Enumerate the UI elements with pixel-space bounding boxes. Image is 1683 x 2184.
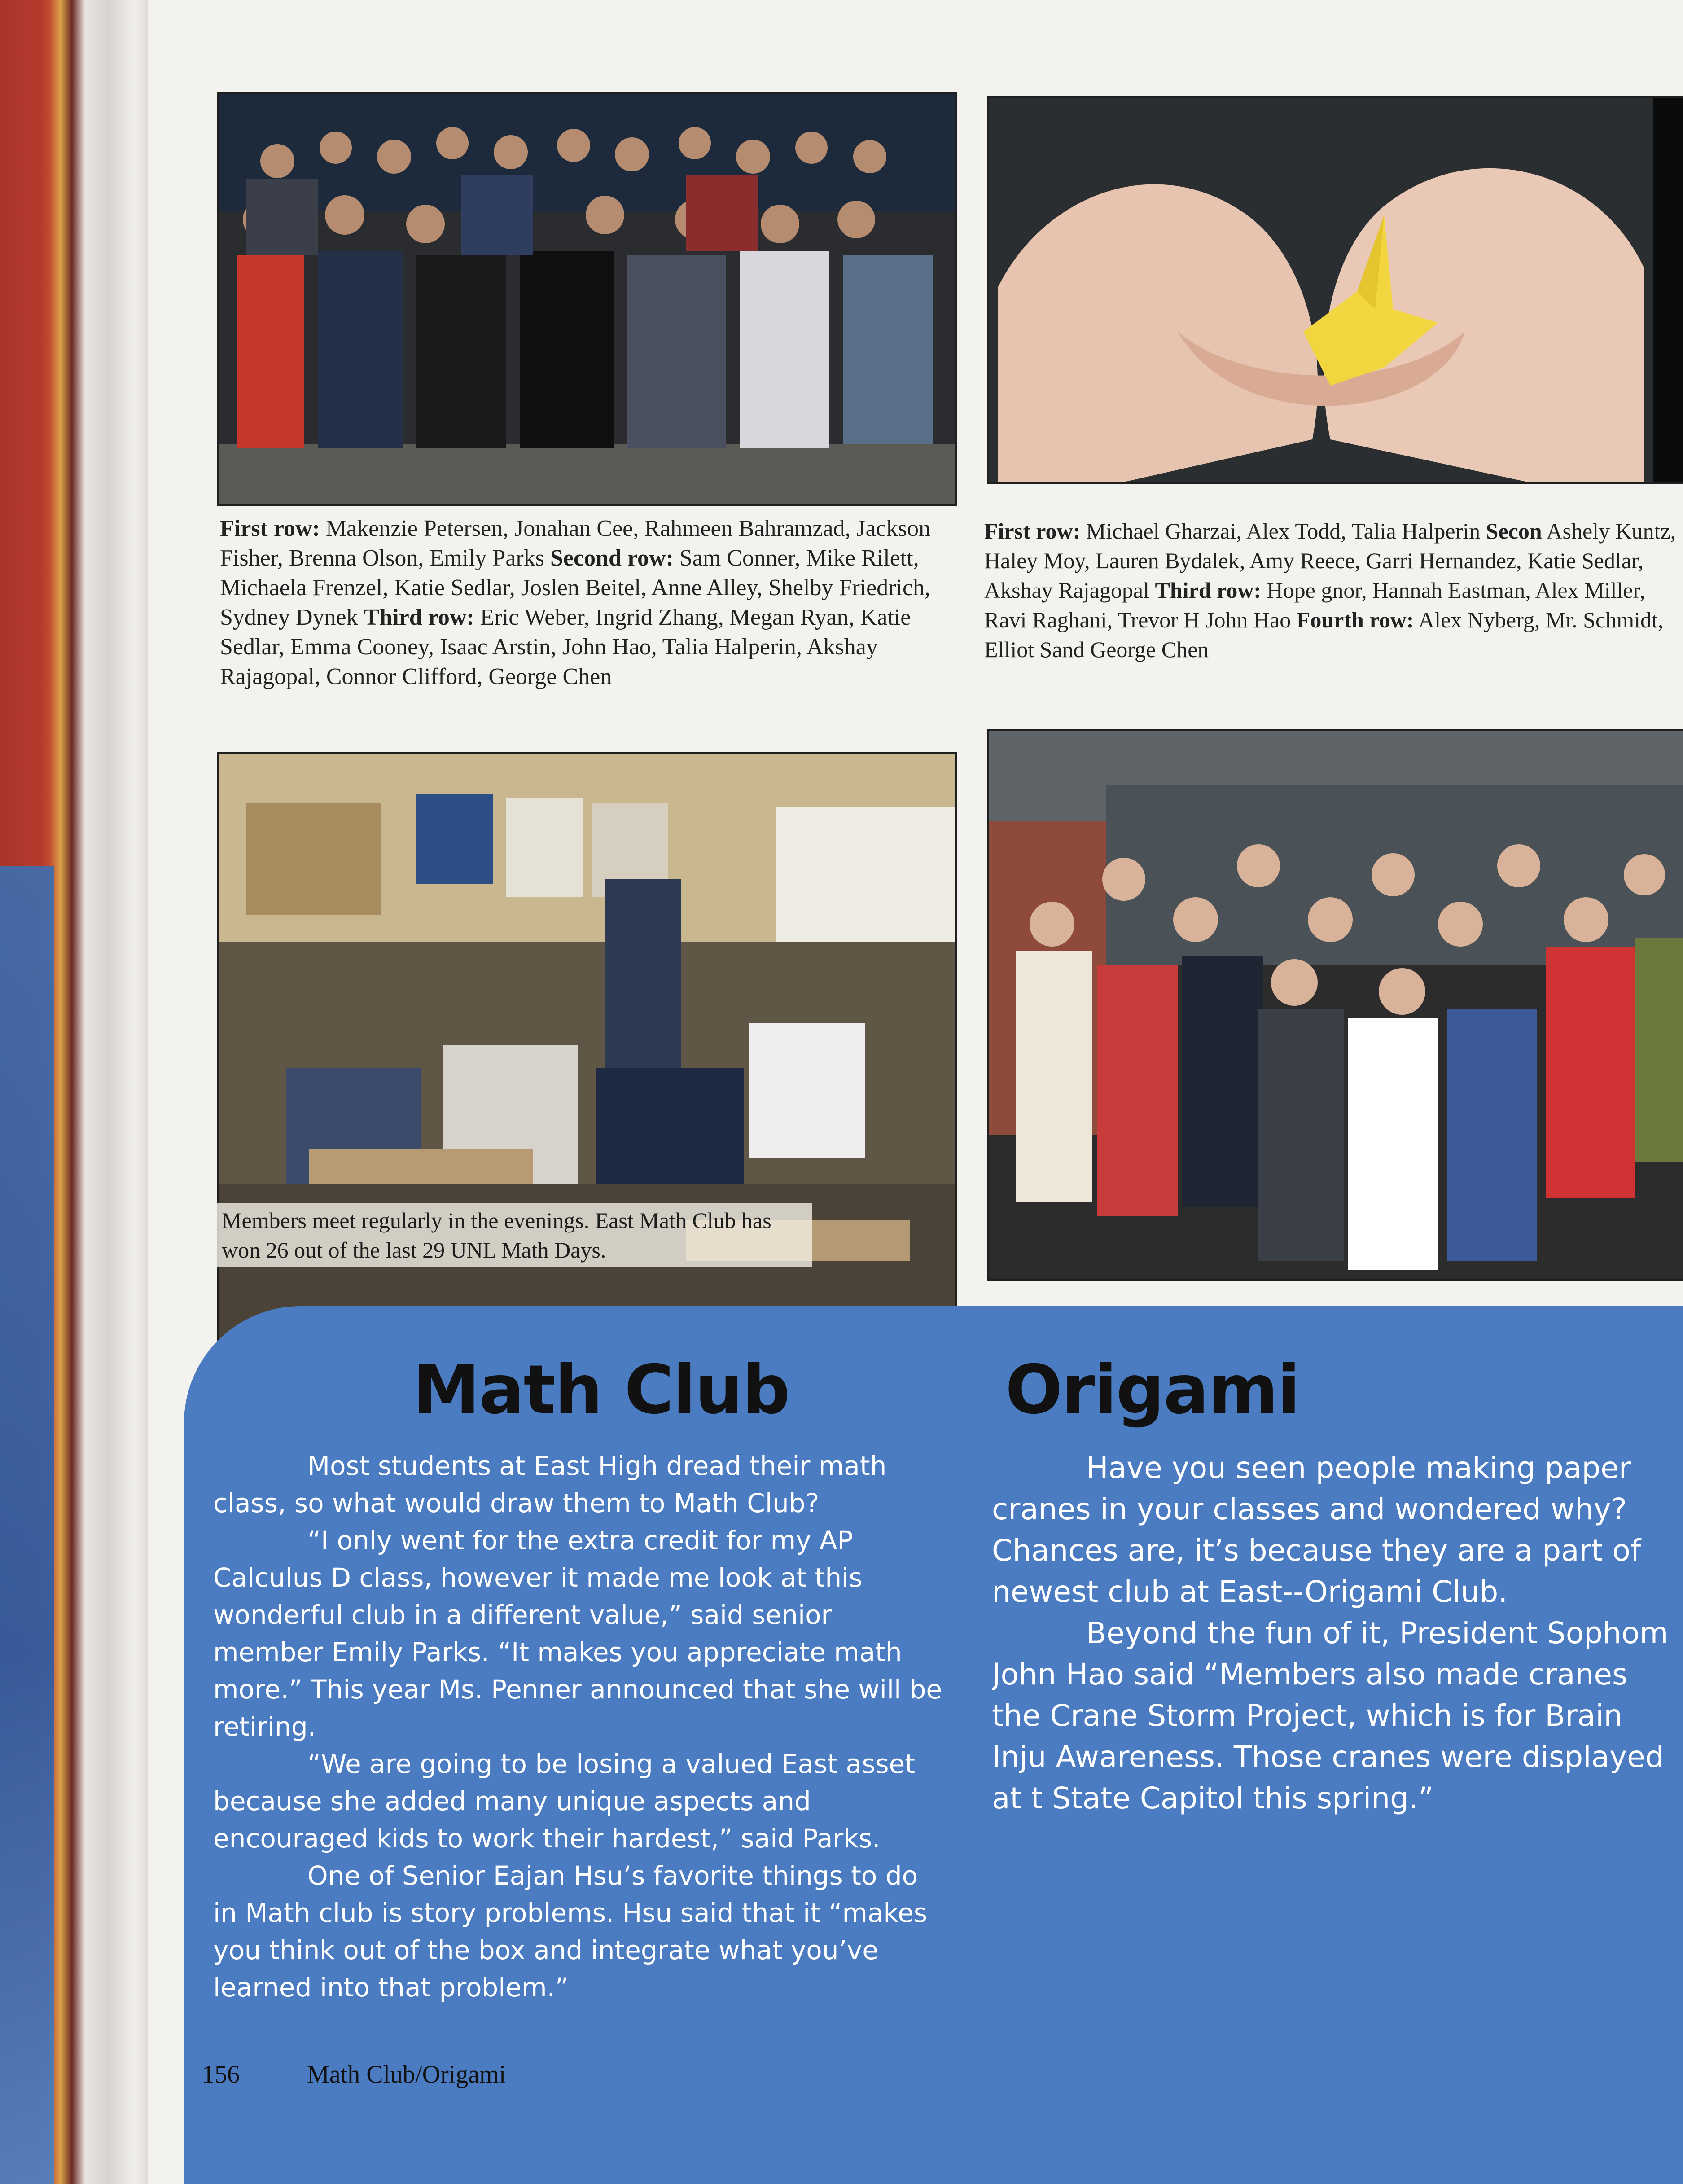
first-row-label: First row: (220, 516, 320, 541)
origami-group-caption (984, 516, 1683, 705)
math-club-paragraph: Most students at East High dread their math class, so what would draw them to Math Club? (213, 1451, 887, 1518)
section-name: Math Club/Origami (307, 2061, 506, 2088)
classroom-caption: Members meet regularly in the evenings. East Math Club has won 26 out of the last 29 UNL Math Days. (217, 1203, 812, 1267)
third-row-label: Third row: (364, 605, 474, 630)
second-row-label: Secon (1486, 518, 1542, 544)
origami-paragraph: Have you seen people making paper cranes in your classes and wondered why? Chances are, it’s because they are a part of newest club at East--Origami Club. (992, 1451, 1641, 1609)
third-row-names: Eric Weber, Ingrid Zhang, Megan Ryan, Katie Sedlar, Emma Cooney, Isaac Arstin, John Hao, Talia Halperin, Akshay Rajagopal, Connor Clifford, George Chen (220, 605, 911, 689)
math-club-group-caption (220, 514, 951, 692)
fourth-row-names: Alex Nyberg, Mr. Schmidt, Elliot Sand George Chen (984, 607, 1664, 662)
binding-blue-edge (0, 866, 54, 2184)
origami-article (992, 1447, 1683, 1878)
page-number: 156 (202, 2061, 240, 2088)
second-row-names: Ashely Kuntz, Haley Moy, Lauren Bydalek, Amy Reece, Garri Hernandez, Katie Sedlar, Akshay Rajagopal (984, 518, 1676, 603)
page-folio (202, 2060, 506, 2089)
origami-crane-photo (987, 96, 1683, 484)
origami-heading: Origami (1005, 1351, 1300, 1429)
origami-club-group-photo (987, 729, 1683, 1281)
math-club-group-photo (217, 92, 957, 506)
math-club-paragraph: “I only went for the extra credit for my AP Calculus D class, however it made me look at this wonderful club in a different value,” said senior member Emily Parks. “It makes you appreciate math more.” This year Ms. Penner announced that she will be retiring. (213, 1525, 942, 1742)
math-club-paragraph: “We are going to be losing a valued East asset because she added many unique aspects and encouraged kids to work their hardest,” said Parks. (213, 1749, 915, 1854)
first-row-names: Makenzie Petersen, Jonahan Cee, Rahmeen Bahramzad, Jackson Fisher, Brenna Olson, Emily Parks (220, 516, 931, 571)
third-row-names: Hope gnor, Hannah Eastman, Alex Miller, Ravi Raghani, Trevor H John Hao (984, 578, 1645, 632)
origami-paragraph: Beyond the fun of it, President Sophom John Hao said “Members also made cranes the Crane Storm Project, which is for Brain Inju Awareness. Those cranes were displayed at t State Capitol this spring.” (992, 1616, 1669, 1816)
first-row-label: First row: (984, 518, 1081, 544)
first-row-names: Michael Gharzai, Alex Todd, Talia Halperin (1080, 518, 1486, 544)
math-club-paragraph: One of Senior Eajan Hsu’s favorite things to do in Math club is story problems. Hsu said that it “makes you think out of the box and integrate what you’ve learned into that problem.” (213, 1860, 927, 2003)
second-row-label: Second row: (550, 545, 674, 571)
math-club-heading: Math Club (413, 1351, 789, 1429)
second-row-names: Sam Conner, Mike Rilett, Michaela Frenzel, Katie Sedlar, Joslen Beitel, Anne Alley, Shelby Friedrich, Sydney Dynek (220, 545, 931, 630)
math-club-article (213, 1447, 949, 2006)
third-row-label: Third row: (1155, 578, 1262, 603)
fourth-row-label: Fourth row: (1296, 607, 1414, 632)
